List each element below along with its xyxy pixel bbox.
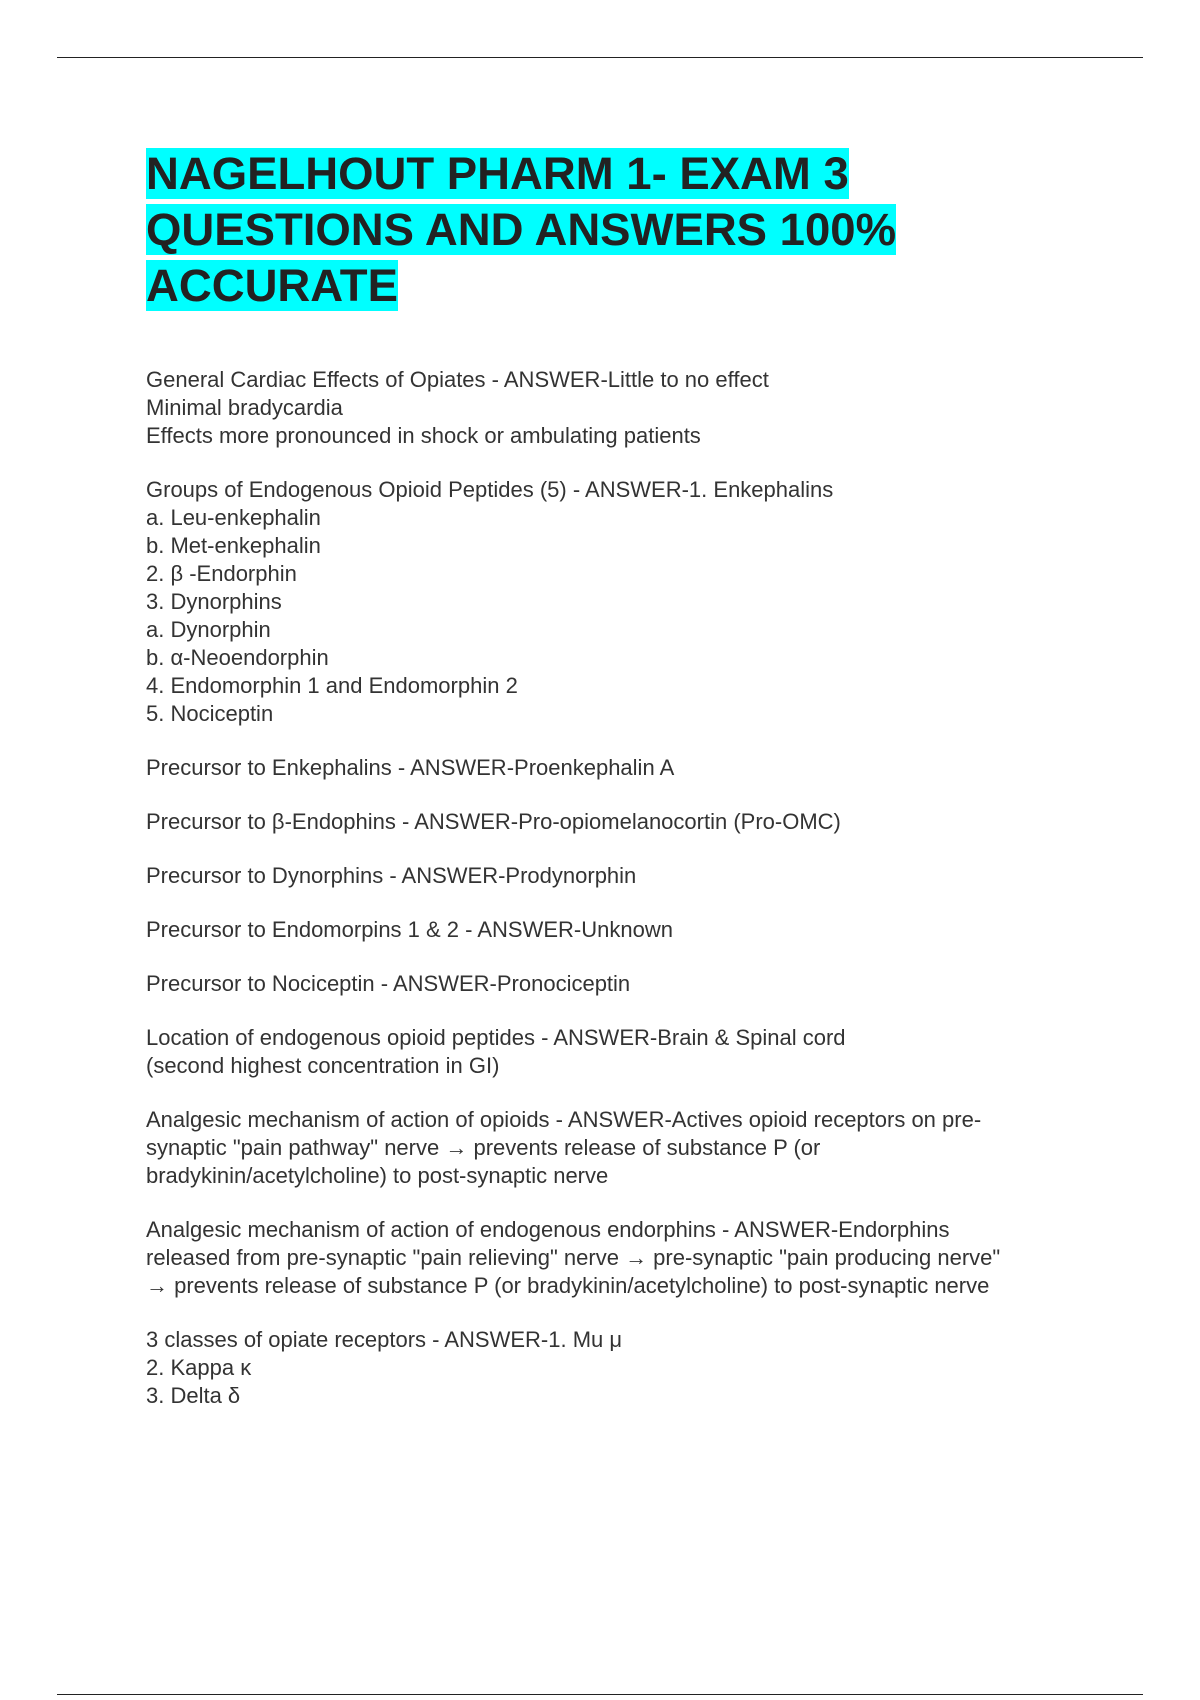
qa-item [146, 1024, 1106, 1080]
qa-line: bradykinin/acetylcholine) to post-synaptic nerve [146, 1163, 609, 1188]
qa-item [146, 1326, 1106, 1410]
qa-line: General Cardiac Effects of Opiates - ANSWER-Little to no effect [146, 367, 769, 392]
qa-line: Groups of Endogenous Opioid Peptides (5) - ANSWER-1. Enkephalins [146, 477, 834, 502]
qa-line: Location of endogenous opioid peptides - ANSWER-Brain & Spinal cord [146, 1025, 846, 1050]
qa-line: 3. Dynorphins [146, 589, 282, 614]
top-rule [57, 57, 1143, 58]
qa-line: 2. Kappa κ [146, 1355, 252, 1380]
qa-line: Precursor to Dynorphins - ANSWER-Prodynorphin [146, 863, 637, 888]
qa-line: synaptic "pain pathway" nerve → prevents release of substance P (or [146, 1135, 821, 1160]
qa-line: b. α-Neoendorphin [146, 645, 329, 670]
qa-item [146, 476, 1106, 728]
qa-line: → prevents release of substance P (or bradykinin/acetylcholine) to post-synaptic nerve [146, 1273, 990, 1298]
qa-line: Precursor to Endomorpins 1 & 2 - ANSWER-Unknown [146, 917, 673, 942]
qa-line: Precursor to Nociceptin - ANSWER-Pronociceptin [146, 971, 631, 996]
qa-line: Analgesic mechanism of action of endogenous endorphins - ANSWER-Endorphins [146, 1217, 950, 1242]
qa-line: 4. Endomorphin 1 and Endomorphin 2 [146, 673, 518, 698]
qa-line: Effects more pronounced in shock or ambulating patients [146, 423, 701, 448]
qa-line: b. Met-enkephalin [146, 533, 321, 558]
qa-list [146, 366, 1106, 1436]
qa-item [146, 754, 1106, 782]
qa-line: a. Leu-enkephalin [146, 505, 321, 530]
qa-line: Precursor to β-Endophins - ANSWER-Pro-opiomelanocortin (Pro-OMC) [146, 809, 841, 834]
qa-item [146, 862, 1106, 890]
document-title-text: NAGELHOUT PHARM 1- EXAM 3 QUESTIONS AND ANSWERS 100% ACCURATE [146, 148, 897, 311]
qa-item [146, 1106, 1106, 1190]
qa-line: Minimal bradycardia [146, 395, 343, 420]
bottom-rule [57, 1694, 1143, 1695]
qa-line: Precursor to Enkephalins - ANSWER-Proenkephalin A [146, 755, 675, 780]
qa-line: a. Dynorphin [146, 617, 271, 642]
qa-item [146, 970, 1106, 998]
qa-item [146, 366, 1106, 450]
qa-line: 3 classes of opiate receptors - ANSWER-1. Mu μ [146, 1327, 623, 1352]
qa-line: 2. β -Endorphin [146, 561, 297, 586]
qa-line: 5. Nociceptin [146, 701, 274, 726]
qa-line: (second highest concentration in GI) [146, 1053, 500, 1078]
qa-item [146, 1216, 1106, 1300]
document-title [146, 146, 1106, 314]
qa-line: released from pre-synaptic "pain relieving" nerve → pre-synaptic "pain producing nerve" [146, 1245, 1001, 1270]
qa-line: 3. Delta δ [146, 1383, 241, 1408]
qa-line: Analgesic mechanism of action of opioids - ANSWER-Actives opioid receptors on pre- [146, 1107, 982, 1132]
qa-item [146, 808, 1106, 836]
qa-item [146, 916, 1106, 944]
